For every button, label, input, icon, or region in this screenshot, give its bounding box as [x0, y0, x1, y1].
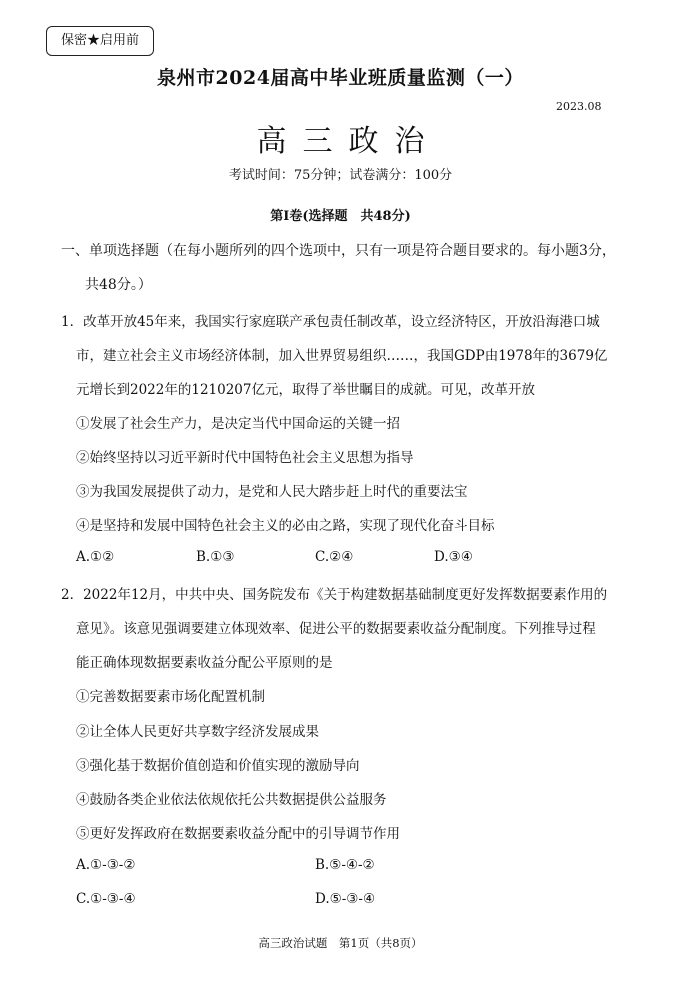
q1-stem-line-1: 1．改革开放45年来，我国实行家庭联产承包责任制改革，设立经济特区，开放沿海港口城	[61, 314, 600, 330]
q1-statement-3: ③为我国发展提供了动力，是党和人民大踏步赶上时代的重要法宝	[76, 484, 468, 500]
q1-stem-line-2: 市，建立社会主义市场经济体制，加入世界贸易组织……，我国GDP由1978年的3679亿	[76, 348, 608, 364]
section-title: 第Ⅰ卷(选择题 共48分)	[270, 209, 411, 224]
exam-date: 2023.08	[556, 100, 602, 113]
q2-option-d: D.⑤-③-④	[315, 891, 376, 907]
q1-option-d: D.③④	[434, 549, 473, 565]
subject-title: 高三政治	[256, 124, 441, 159]
instructions-line-1: 一、单项选择题（在每小题所列的四个选项中，只有一项是符合题目要求的。每小题3分，	[61, 243, 616, 259]
q2-option-b: B.⑤-④-②	[315, 857, 375, 873]
exam-title: 泉州市2024届高中毕业班质量监测（一）	[157, 67, 524, 89]
q1-option-a: A.①②	[76, 549, 115, 565]
q1-statement-4: ④是坚持和发展中国特色社会主义的必由之路，实现了现代化奋斗目标	[76, 518, 495, 534]
q2-stem-line-1: 2．2022年12月，中共中央、国务院发布《关于构建数据基础制度更好发挥数据要素作用的	[61, 587, 608, 603]
q1-statement-2: ②始终坚持以习近平新时代中国特色社会主义思想为指导	[76, 450, 414, 466]
q2-option-a: A.①-③-②	[76, 857, 136, 873]
q1-statement-1: ①发展了社会生产力，是决定当代中国命运的关键一招	[76, 416, 400, 432]
confidential-badge: 保密★启用前	[46, 26, 154, 56]
page-footer: 高三政治试题 第1页（共8页）	[258, 936, 423, 950]
q2-statement-3: ③强化基于数据价值创造和价值实现的激励导向	[76, 758, 360, 774]
q2-stem-line-3: 能正确体现数据要素收益分配公平原则的是	[76, 655, 333, 671]
q2-stem-line-2: 意见》。该意见强调要建立体现效率、促进公平的数据要素收益分配制度。下列推导过程	[76, 621, 596, 637]
q2-statement-2: ②让全体人民更好共享数字经济发展成果	[76, 724, 319, 740]
instructions-line-2: 共48分。）	[85, 277, 152, 293]
exam-info: 考试时间：75分钟；试卷满分：100分	[228, 168, 453, 183]
q2-statement-1: ①完善数据要素市场化配置机制	[76, 689, 265, 705]
q1-stem-line-3: 元增长到2022年的1210207亿元，取得了举世瞩目的成就。可见，改革开放	[76, 382, 535, 398]
q2-statement-5: ⑤更好发挥政府在数据要素收益分配中的引导调节作用	[76, 826, 400, 842]
q1-option-b: B.①③	[196, 549, 235, 565]
q2-statement-4: ④鼓励各类企业依法依规依托公共数据提供公益服务	[76, 792, 387, 808]
q1-option-c: C.②④	[315, 549, 354, 565]
q2-option-c: C.①-③-④	[76, 891, 136, 907]
